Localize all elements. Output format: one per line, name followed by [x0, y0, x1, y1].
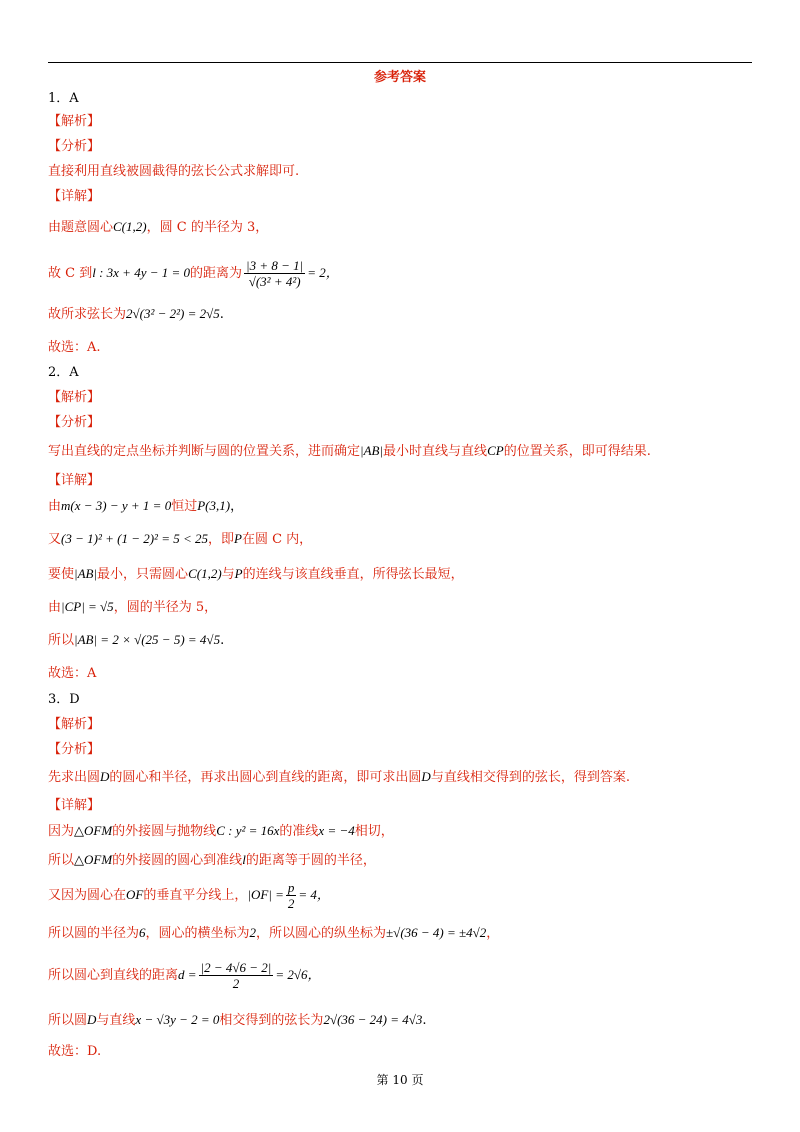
q2-line-4: 由|CP| = √5，圆的半径为 5，: [48, 599, 218, 615]
math-expression: |AB| = 2 × √(25 − 5) = 4√5: [74, 632, 221, 647]
page-title: 参考答案: [373, 70, 426, 85]
q1-answer: 1．A: [48, 91, 79, 106]
math-expression: ±√(36 − 4) = ±4√2: [386, 925, 487, 940]
q2-fenxi-text: 写出直线的定点坐标并判断与圆的位置关系，进而确定|AB|最小时直线与直线CP的位置关系，即可得结果.: [48, 443, 651, 459]
q2-line-3: 要使|AB|最小，只需圆心C(1,2)与P的连线与该直线垂直，所得弦长最短，: [48, 566, 464, 582]
q1-fenxi-text: 直接利用直线被圆截得的弦长公式求解即可.: [48, 164, 300, 179]
math-expression: D: [100, 769, 110, 784]
math-expression: D: [421, 769, 431, 784]
math-expression: l : 3x + 4y − 1 = 0: [92, 265, 191, 280]
math-expression: △OFM: [74, 823, 113, 838]
math-fraction: $\frac{p}{2}$: [287, 880, 295, 911]
math-fraction: $\frac{|3 + 8 - 1|}{\text{√(3² + 4²)}}$: [246, 258, 304, 289]
q3-xiangjie: 【详解】: [48, 798, 101, 813]
q2-line-2: 又(3 − 1)² + (1 − 2)² = 5 < 25，即P在圆 C 内，: [48, 531, 313, 547]
math-expression: |AB|: [360, 443, 384, 458]
q2-answer: 2．A: [48, 365, 79, 380]
top-rule: [48, 62, 752, 63]
math-expression: C : y² = 16x: [216, 823, 280, 838]
q1-line-2: 故 C 到l : 3x + 4y − 1 = 0的距离为 $\frac{|3 + 8 - 1|}{\text{√(3² + 4²)}}$ = 2，: [48, 258, 339, 289]
math-expression: d =: [178, 967, 197, 982]
q3-line-6: 所以圆D与直线x − √3y − 2 = 0相交得到的弦长为2√(36 − 24) = 4√3.: [48, 1012, 427, 1028]
math-fraction: $\frac{|2 - 4√6 - 2|}{2}$: [200, 960, 272, 991]
math-expression: CP: [487, 443, 504, 458]
q3-line-1: 因为△OFM的外接圆与抛物线C : y² = 16x的准线x = −4相切，: [48, 823, 394, 839]
q1-fenxi: 【分析】: [48, 139, 101, 154]
math-expression: P(3,1): [197, 498, 231, 513]
q1-line-1: 由题意圆心C(1,2)，圆 C 的半径为 3，: [48, 219, 269, 235]
q3-choice: 故选：D.: [48, 1044, 102, 1059]
math-expression: |AB|: [74, 566, 98, 581]
math-expression: 2: [249, 925, 257, 940]
q3-fenxi: 【分析】: [48, 742, 101, 757]
math-expression: P: [234, 531, 242, 546]
math-expression: |CP| = √5: [61, 599, 114, 614]
q2-choice: 故选：A: [48, 666, 97, 681]
math-expression: C(1,2): [113, 219, 147, 234]
q3-line-5: 所以圆心到直线的距离d = $\frac{|2 - 4√6 - 2|}{2}$ = 2√6，: [48, 960, 321, 991]
math-expression: D: [87, 1012, 97, 1027]
q2-fenxi: 【分析】: [48, 415, 101, 430]
q1-xiangjie: 【详解】: [48, 189, 101, 204]
q1-choice: 故选：A.: [48, 340, 101, 355]
math-expression: 2√(3² − 2²) = 2√5: [126, 306, 220, 321]
math-expression: 2√(36 − 24) = 4√3: [323, 1012, 423, 1027]
math-expression: P: [234, 566, 243, 581]
q3-jiexi: 【解析】: [48, 717, 101, 732]
math-expression: m(x − 3) − y + 1 = 0: [61, 498, 172, 513]
q3-line-4: 所以圆的半径为6，圆心的横坐标为2，所以圆心的纵坐标为±√(36 − 4) = ±4√2，: [48, 925, 500, 941]
math-expression: l: [242, 852, 246, 867]
math-expression: 6: [139, 925, 146, 940]
q3-fenxi-text: 先求出圆D的圆心和半径，再求出圆心到直线的距离，即可求出圆D与直线相交得到的弦长，得到答案.: [48, 769, 630, 785]
q2-xiangjie: 【详解】: [48, 473, 101, 488]
math-expression: (3 − 1)² + (1 − 2)² = 5 < 25: [61, 531, 208, 546]
q2-line-5: 所以|AB| = 2 × √(25 − 5) = 4√5.: [48, 632, 225, 648]
math-expression: C(1,2): [188, 566, 222, 581]
math-expression: x − √3y − 2 = 0: [135, 1012, 220, 1027]
math-expression: |OF| =: [247, 887, 284, 902]
q1-line-3: 故所求弦长为2√(3² − 2²) = 2√5.: [48, 306, 224, 322]
math-expression: x = −4: [318, 823, 355, 838]
q3-answer: 3．D: [48, 692, 80, 707]
q3-line-2: 所以△OFM的外接圆的圆心到准线l的距离等于圆的半径，: [48, 852, 376, 868]
q3-line-3: 又因为圆心在OF的垂直平分线上，|OF| = $\frac{p}{2}$ = 4，: [48, 880, 330, 911]
q2-jiexi: 【解析】: [48, 390, 101, 405]
math-expression: OF: [126, 887, 144, 902]
page-number: 第 10 页: [376, 1073, 424, 1087]
q2-line-1: 由m(x − 3) − y + 1 = 0恒过P(3,1)，: [48, 498, 244, 514]
math-expression: △OFM: [74, 852, 113, 867]
q1-jiexi: 【解析】: [48, 114, 101, 129]
